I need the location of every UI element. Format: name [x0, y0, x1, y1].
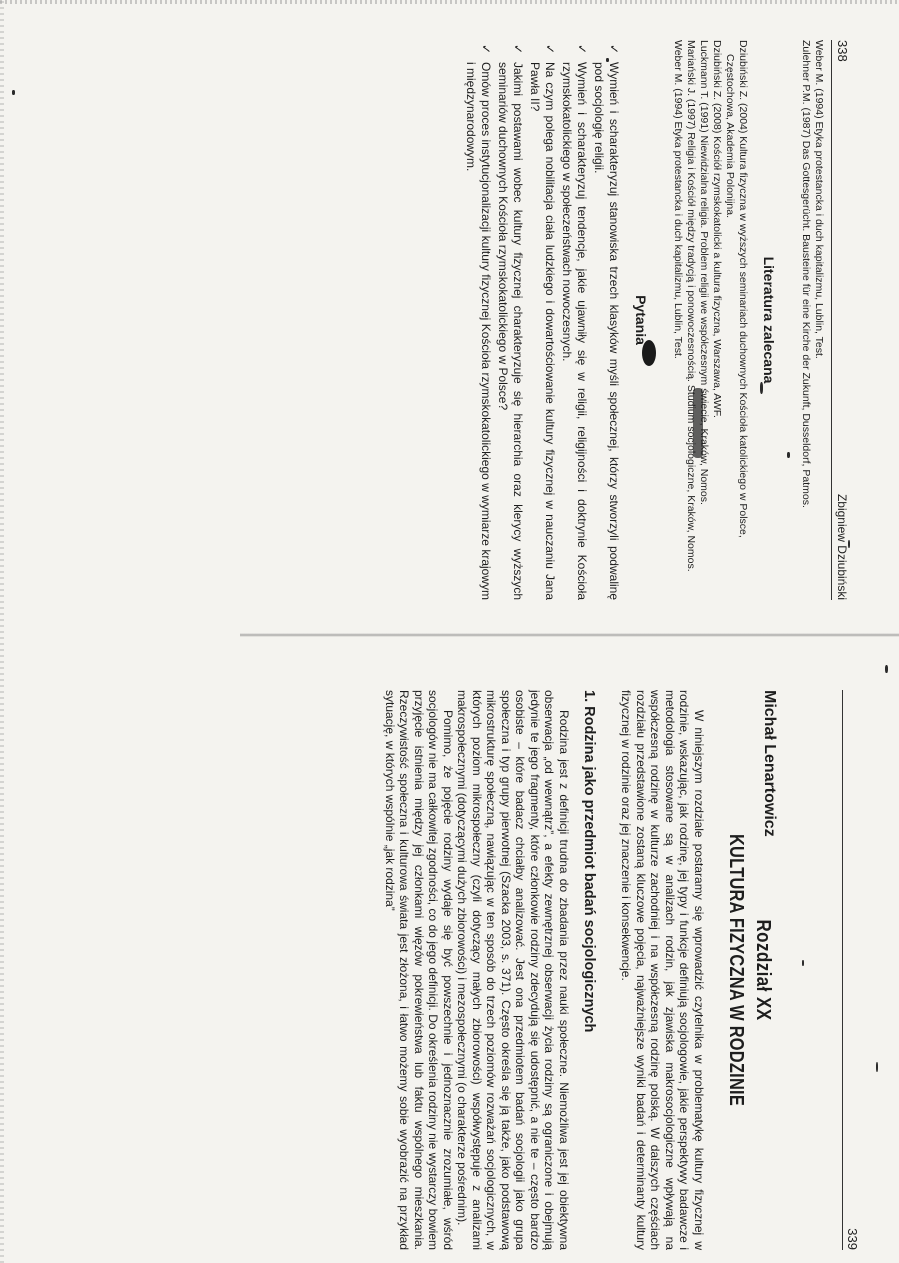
reference-item: Dziubiński Z. (2004) Kultura fizyczna w wyższych seminariach duchownych Kościoła katolickiego w Polsce, Częstochowa, Akademia Polonijna.	[724, 40, 749, 538]
recommended-literature-title: Literatura zalecana	[761, 256, 777, 384]
header-author: Zbigniew Dziubiński	[835, 493, 849, 600]
question-item: ✓ Wymień i scharakteryzuj stanowiska trzech klasyków myśli społecznej, którzy stworzyli podwalinę pod socjologię religii.	[591, 40, 621, 600]
scan-speck	[876, 1062, 878, 1072]
question-item: ✓ Jakimi postawami wobec kultury fizycznej charakteryzuje się hierarchia oraz klerycy wyższych seminariów duchownych Kościoła rzymskokatolickiego w Polsce?	[495, 40, 525, 600]
question-item: ✓ Na czym polega nobilitacja ciała ludzkiego i dowartościowanie kultury fizycznej w nauczaniu Jana Pawła II?	[527, 40, 557, 600]
reference-item: Weber M. (1994) Etyka protestancka i duch kapitalizmu, Lublin, Test.	[672, 40, 684, 359]
scan-speck	[885, 665, 888, 673]
section-heading: 1. Rodzina jako przedmiot badań socjologicznych	[581, 690, 597, 1033]
recommended-literature-list	[671, 40, 749, 600]
header-rule	[842, 690, 843, 1250]
intro-paragraph: W niniejszym rozdziale postaramy się wprowadzić czytelnika w problematykę kultury fizycznej w rodzinie, wskazując, jak rodzinę, jej typy i funkcje definiują socjologowie, jakie perspektywy badawcze i metodologia stosowane są w analizach rodzin, jak zjawiska makrosocjologiczne wpływają na współczesną rodzinę w kulturze zachodniej i na współczesną rodzinę polską. W dalszych częściach rozdziału przedstawione zostaną kluczowe pojęcia, najważniejsze wyniki badań i determinanty kultury fizycznej w rodzinie oraz jej znaczenie i konsekwencje.	[619, 690, 706, 1250]
top-references	[799, 40, 825, 600]
page-fold-line	[240, 633, 899, 637]
page-339	[260, 690, 860, 1250]
body-paragraph: Pomimo, że pojęcie rodziny wydaje się być powszechnie i jednoznacznie zrozumiałe, wśród socjologów nie ma całkowitej zgodności, co do jego definicji. Do określenia rodziny nie wystarczy bowiem przyjęcie istnienia między jej członkami więzów pokrewieństwa lub faktu wspólnego mieszkania. Rzeczywistość społeczna i kulturowa świata jest złożona, i łatwo możemy sobie wyobrazić na przykład sytuację, w których wspólnie „jak rodzina”	[383, 690, 455, 1250]
reference-item: Dziubiński Z. (2008) Kościół rzymskokatolicki a kultura fizyczna, Warszawa, AWF.	[711, 40, 723, 418]
page-number: 338	[835, 40, 850, 62]
scan-edge-left	[0, 0, 4, 1263]
scan-speck	[12, 90, 15, 95]
chapter-title: KULTURA FIZYCZNA W RODZINIE	[725, 833, 747, 1107]
scan-edge-top	[0, 0, 899, 4]
body-paragraph: Rodzina jest z definicji trudna do zbadania przez nauki społeczne. Niemożliwa jest jej obiektywna obserwacja „od wewnątrz”, a efekty zewnętrznej obserwacji życia rodziny są ograniczone i obejmują jedynie te jego fragmenty, które członkowie rodziny zdecydują się udostępnić, a nie te – często bardzo osobiste – które badacz chciałby analizować. Jest ona przedmiotem badań socjologii jako grupa społeczna i typ grupy pierwotnej (Szacka 2003, s. 371). Często określa się ją także, jako podstawową mikrostrukturę społeczną, nawiązując w ten sposób do trzech poziomów rozważań socjologicznych, w których poziom mikrospołeczny (czyli dotyczący małych zbiorowości) współwystępuje z analizami makrospołecznymi (dotyczącymi dużych zbiorowości) i mezospołecznymi (o charakterze pośrednim).	[455, 690, 571, 1250]
page-338	[290, 40, 850, 600]
page-number: 339	[845, 1228, 860, 1250]
reference-item: Weber M. (1994) Etyka protestancka i duch kapitalizmu, Lublin, Test.	[813, 40, 825, 359]
chapter-author: Michał Lenartowicz	[761, 690, 778, 837]
chapter-label: Rozdział XX	[752, 919, 774, 1021]
questions-list	[463, 40, 621, 600]
running-header	[831, 40, 850, 600]
page-header	[840, 690, 860, 1250]
reference-item: Mariański J. (1997) Religia i Kościół między tradycją i ponowoczesnością. Studium socjologiczne, Kraków, Nomos.	[685, 40, 697, 572]
reference-item: Luckmann T. (1991) Niewidzialna religia. Problem religii we współczesnym świecie, Kraków, Nomos.	[698, 40, 710, 505]
question-item: ✓ Omów proces instytucjonalizacji kultury fizycznej Kościoła rzymskokatolickiego w wymiarze krajowym i międzynarodowym.	[463, 40, 493, 600]
reference-item: Zulehner P.M. (1987) Das Gottesgerücht. Bausteine für eine Kirche der Zukunft, Dusseldorf, Patmos.	[800, 40, 812, 508]
questions-title: Pytania	[633, 295, 649, 345]
question-item: ✓ Wymień i scharakteryzuj tendencje, jakie ujawniły się w religii, religijności i doktrynie Kościoła rzymskokatolickiego w społeczeństwach nowoczesnych.	[559, 40, 589, 600]
